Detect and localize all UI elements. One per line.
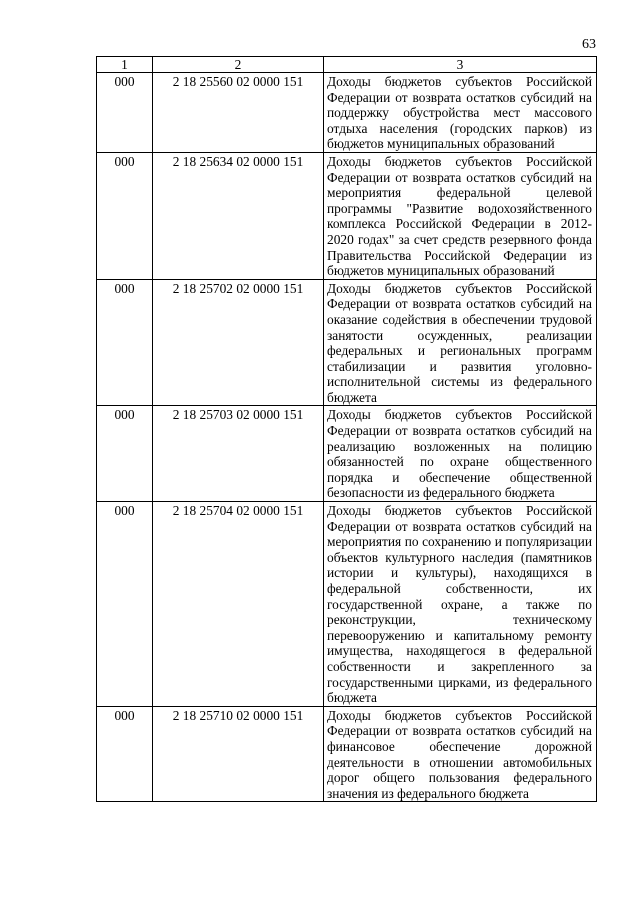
admin-code-cell: 000 — [97, 279, 153, 406]
income-name-cell: Доходы бюджетов субъектов Российской Федерации от возврата остатков субсидий на поддержку обустройства мест массового отдыха населения (городских парков) из бюджетов муниципальных образований — [324, 73, 597, 153]
admin-code-cell: 000 — [97, 406, 153, 502]
admin-code-cell: 000 — [97, 502, 153, 707]
admin-code-cell: 000 — [97, 152, 153, 279]
table-row — [97, 406, 597, 502]
income-code-cell: 2 18 25560 02 0000 151 — [153, 73, 324, 153]
income-name-cell: Доходы бюджетов субъектов Российской Федерации от возврата остатков субсидий на оказание содействия в обеспечении трудовой занятости осужденных, реализации федеральных и региональных программ стабилизации и развития уголовно-исполнительной системы из федерального бюджета — [324, 279, 597, 406]
income-code-cell: 2 18 25703 02 0000 151 — [153, 406, 324, 502]
income-name-cell: Доходы бюджетов субъектов Российской Федерации от возврата остатков субсидий на мероприятия по сохранению и популяризации объектов культурного наследия (памятников истории и культуры), находящихся в федеральной собственности, их государственной охране, а также по реконструкции, техническому перевооружению и капитальному ремонту имущества, находящегося в федеральной собственности и закрепленного за государственными цирками, из федерального бюджета — [324, 502, 597, 707]
table-row — [97, 152, 597, 279]
column-header-1: 1 — [97, 57, 153, 73]
table-row — [97, 706, 597, 802]
page-number: 63 — [582, 37, 596, 52]
admin-code-cell: 000 — [97, 706, 153, 802]
table-row — [97, 502, 597, 707]
column-header-3: 3 — [324, 57, 597, 73]
table-row — [97, 73, 597, 153]
budget-classification-table — [96, 56, 597, 802]
income-name-cell: Доходы бюджетов субъектов Российской Федерации от возврата остатков субсидий на финансовое обеспечение дорожной деятельности в отношении автомобильных дорог общего пользования федерального значения из федерального бюджета — [324, 706, 597, 802]
admin-code-cell: 000 — [97, 73, 153, 153]
income-code-cell: 2 18 25704 02 0000 151 — [153, 502, 324, 707]
income-code-cell: 2 18 25710 02 0000 151 — [153, 706, 324, 802]
income-code-cell: 2 18 25702 02 0000 151 — [153, 279, 324, 406]
income-name-cell: Доходы бюджетов субъектов Российской Федерации от возврата остатков субсидий на мероприятия федеральной целевой программы "Развитие водохозяйственного комплекса Российской Федерации в 2012-2020 годах" за счет средств резервного фонда Правительства Российской Федерации из бюджетов муниципальных образований — [324, 152, 597, 279]
income-code-cell: 2 18 25634 02 0000 151 — [153, 152, 324, 279]
table-header-row — [97, 57, 597, 73]
table-row — [97, 279, 597, 406]
column-header-2: 2 — [153, 57, 324, 73]
income-name-cell: Доходы бюджетов субъектов Российской Федерации от возврата остатков субсидий на реализацию возложенных на полицию обязанностей по охране общественного порядка и обеспечение общественной безопасности из федерального бюджета — [324, 406, 597, 502]
